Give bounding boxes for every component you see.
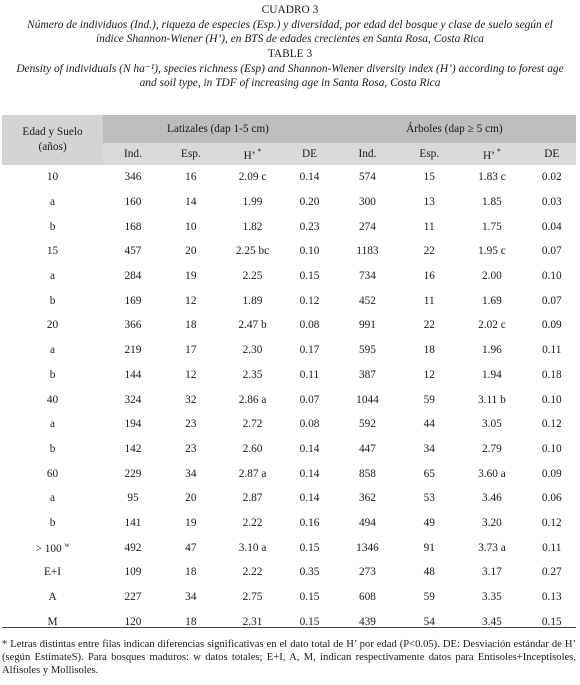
table-row xyxy=(2,338,576,363)
table-cell: 18 xyxy=(185,566,197,579)
table-cell: 1044 xyxy=(356,393,379,406)
table-cell: 0.15 xyxy=(299,541,320,554)
table-cell: 34 xyxy=(185,591,197,604)
table-cell: 2.60 xyxy=(242,442,263,455)
table-cell: 1.82 xyxy=(242,220,263,233)
column-header: H’ * xyxy=(219,143,286,165)
table-cell: 91 xyxy=(423,541,435,554)
table-cell: 0.11 xyxy=(542,541,562,554)
table-cell: 0.10 xyxy=(541,270,562,283)
group-header-arboles: Árboles (dap ≥ 5 cm) xyxy=(333,115,576,143)
table-cell: 1.95 c xyxy=(478,245,506,258)
table-row xyxy=(2,387,576,412)
table-cell: 0.10 xyxy=(299,245,320,258)
table-cell: 2.30 xyxy=(242,344,263,357)
caption-english xyxy=(0,47,580,91)
table-cell: 1.85 xyxy=(482,196,502,209)
table-cell: 324 xyxy=(124,393,142,406)
footnote: * Letras distintas entre filas indican diferencias significativas en el dato total de H’ por edad (P<0.05). DE: Desviación estándar de H’ (según EstimateS). Para bosques maduros: w datos totales; E+I, A, M, indican respectivamente datos para Entisoles+Inceptisoles, Alfisoles y Mollisoles. xyxy=(2,639,576,677)
table-row xyxy=(2,585,576,610)
caption-spanish xyxy=(0,3,580,47)
table-cell: 48 xyxy=(423,566,435,579)
column-header: Esp. xyxy=(163,143,219,165)
row-header: Edad y Suelo (años) xyxy=(2,115,103,165)
table-row xyxy=(2,214,576,239)
table-row xyxy=(2,511,576,536)
table-cell: 18 xyxy=(423,344,435,357)
table-cell: 0.15 xyxy=(299,591,320,604)
table-row xyxy=(2,313,576,338)
table-cell: 23 xyxy=(185,418,197,431)
table-cell: 32 xyxy=(185,393,197,406)
table-cell: 1.69 xyxy=(482,294,502,307)
table-cell: 439 xyxy=(358,615,376,628)
table-cell: 2.86 a xyxy=(238,393,267,406)
table-cell: 2.25 bc xyxy=(235,245,270,258)
table-cell: 0.12 xyxy=(299,294,320,307)
row-label: b xyxy=(49,516,56,529)
table-cell: 53 xyxy=(423,492,435,505)
table-cell: 2.22 xyxy=(242,566,263,579)
table-cell: 2.00 xyxy=(482,270,502,283)
table-cell: 34 xyxy=(185,467,197,480)
table-cell: 2.47 b xyxy=(238,319,267,332)
table-cell: 3.35 xyxy=(482,591,502,604)
table-cell: 13 xyxy=(423,196,435,209)
table-cell: 0.06 xyxy=(541,492,562,505)
table-cell: 3.60 a xyxy=(478,467,506,480)
table-cell: 0.15 xyxy=(541,615,562,628)
row-label: E+I xyxy=(44,566,62,579)
table-cell: 0.12 xyxy=(541,516,562,529)
table-cell: 0.07 xyxy=(299,393,320,406)
table-row xyxy=(2,560,576,585)
table-cell: 0.11 xyxy=(542,344,562,357)
table-cell: 0.23 xyxy=(299,220,320,233)
row-label: a xyxy=(50,492,56,505)
table-cell: 3.10 a xyxy=(238,541,267,554)
table-row xyxy=(2,239,576,264)
table-cell: 492 xyxy=(124,541,142,554)
table-cell: 22 xyxy=(423,319,435,332)
table-row xyxy=(2,288,576,313)
table-row xyxy=(2,437,576,462)
table-cell: 0.10 xyxy=(541,442,562,455)
table-cell: 95 xyxy=(127,492,139,505)
column-header: Esp. xyxy=(402,143,456,165)
table-cell: 0.15 xyxy=(299,270,320,283)
table-cell: 366 xyxy=(124,319,142,332)
table-cell: 274 xyxy=(358,220,376,233)
table-cell: 2.79 xyxy=(482,442,502,455)
column-header: DE xyxy=(286,143,333,165)
table-cell: 160 xyxy=(124,196,142,209)
table-cell: 2.09 c xyxy=(238,171,267,184)
table-cell: 14 xyxy=(185,196,197,209)
table-cell: 2.31 xyxy=(242,615,263,628)
footnote-divider xyxy=(2,627,576,628)
table-cell: 574 xyxy=(358,171,376,184)
table-cell: 65 xyxy=(423,467,435,480)
table-cell: 18 xyxy=(185,319,197,332)
table-cell: 2.22 xyxy=(242,516,263,529)
table-cell: 12 xyxy=(185,368,197,381)
table-cell: 0.11 xyxy=(299,368,320,381)
caption-line-en-2: and soil type, in TDF of increasing age in Santa Rosa, Costa Rica xyxy=(139,77,441,90)
row-label: M xyxy=(47,615,58,628)
row-label: b xyxy=(49,294,56,307)
table-cell: 0.08 xyxy=(299,418,320,431)
table-row xyxy=(2,264,576,289)
table-cell: 12 xyxy=(185,294,197,307)
caption-line-es-1: Número de individuos (Ind.), riqueza de especies (Esp.) y diversidad, por edad del bosque y clase de suelo según el xyxy=(27,18,553,31)
table-cell: 608 xyxy=(358,591,376,604)
table-cell: 1.99 xyxy=(242,196,263,209)
caption-label-en: TABLE 3 xyxy=(267,48,313,60)
table-row xyxy=(2,412,576,437)
column-header: H’ * xyxy=(456,143,527,165)
group-header-latizales: Latizales (dap 1-5 cm) xyxy=(103,115,333,143)
caption-line-es-2: índice Shannon-Wiener (H’), en BTS de edades crecientes en Santa Rosa, Costa Rica xyxy=(95,33,485,46)
table-cell: 16 xyxy=(423,270,435,283)
table-cell: 0.04 xyxy=(541,220,562,233)
data-table xyxy=(2,115,576,634)
table-cell: 595 xyxy=(358,344,376,357)
row-label: a xyxy=(50,344,56,357)
table-cell: 20 xyxy=(185,492,197,505)
table-cell: 0.14 xyxy=(299,171,320,184)
table-cell: 0.20 xyxy=(299,196,320,209)
table-cell: 3.45 xyxy=(482,615,502,628)
row-label: a xyxy=(50,196,56,209)
table-cell: 2.72 xyxy=(242,418,263,431)
table-cell: 452 xyxy=(358,294,376,307)
table-cell: 23 xyxy=(185,442,197,455)
table-cell: 229 xyxy=(124,467,142,480)
table-cell: 168 xyxy=(124,220,142,233)
row-label: b xyxy=(49,368,56,381)
table-cell: 22 xyxy=(423,245,435,258)
table-cell: 141 xyxy=(124,516,142,529)
table-cell: 3.17 xyxy=(482,566,502,579)
table-cell: 0.27 xyxy=(541,566,562,579)
table-row xyxy=(2,486,576,511)
table-cell: 734 xyxy=(358,270,376,283)
table-cell: 1.75 xyxy=(482,220,502,233)
table-cell: 1.89 xyxy=(242,294,263,307)
row-label: b xyxy=(49,220,56,233)
table-cell: 0.07 xyxy=(541,245,562,258)
table-cell: 991 xyxy=(358,319,376,332)
table-cell: 0.09 xyxy=(541,467,562,480)
table-cell: 0.14 xyxy=(299,442,320,455)
table-cell: 2.87 a xyxy=(238,467,267,480)
table-row xyxy=(2,609,576,634)
table-cell: 346 xyxy=(124,171,142,184)
table-cell: 2.02 c xyxy=(478,319,506,332)
table-cell: 0.15 xyxy=(299,615,320,628)
row-label: a xyxy=(50,418,56,431)
table-cell: 120 xyxy=(124,615,142,628)
table-cell: 1.94 xyxy=(482,368,502,381)
row-label: 40 xyxy=(46,393,59,406)
table-cell: 0.13 xyxy=(541,591,562,604)
table-cell: 300 xyxy=(358,196,376,209)
table-cell: 54 xyxy=(423,615,435,628)
table-row xyxy=(2,363,576,388)
table-cell: 1183 xyxy=(356,245,379,258)
table-cell: 447 xyxy=(358,442,376,455)
table-cell: 49 xyxy=(423,516,435,529)
table-cell: 0.07 xyxy=(541,294,562,307)
table-cell: 0.02 xyxy=(541,171,562,184)
row-label: > 100 $^w$ xyxy=(35,540,70,555)
table-cell: 0.03 xyxy=(541,196,562,209)
table-cell: 12 xyxy=(423,368,435,381)
table-cell: 3.73 a xyxy=(478,541,506,554)
column-header: Ind. xyxy=(103,143,163,165)
row-label: 10 xyxy=(46,171,59,184)
table-cell: 19 xyxy=(185,516,197,529)
table-cell: 273 xyxy=(358,566,376,579)
table-cell: 2.25 xyxy=(242,270,263,283)
table-cell: 169 xyxy=(124,294,142,307)
caption-label-es: CUADRO 3 xyxy=(261,4,319,16)
table-cell: 227 xyxy=(124,591,142,604)
table-cell: 284 xyxy=(124,270,142,283)
table-cell: 10 xyxy=(185,220,197,233)
row-label: 15 xyxy=(46,245,59,258)
row-label: 60 xyxy=(46,467,59,480)
table-cell: 11 xyxy=(423,294,435,307)
table-cell: 3.11 b xyxy=(477,393,506,406)
table-row xyxy=(2,461,576,486)
table-cell: 0.16 xyxy=(299,516,320,529)
table-cell: 144 xyxy=(124,368,142,381)
table-cell: 44 xyxy=(423,418,435,431)
table-cell: 59 xyxy=(423,393,435,406)
table-cell: 18 xyxy=(185,615,197,628)
row-label: A xyxy=(48,591,57,604)
table-cell: 3.05 xyxy=(482,418,502,431)
table-cell: 109 xyxy=(124,566,142,579)
table-cell: 3.20 xyxy=(482,516,502,529)
table-cell: 47 xyxy=(185,541,197,554)
table-cell: 0.12 xyxy=(541,418,562,431)
table-cell: 2.87 xyxy=(242,492,263,505)
table-cell: 3.46 xyxy=(482,492,502,505)
table-cell: 1.96 xyxy=(482,344,502,357)
row-label: a xyxy=(50,270,56,283)
row-label: b xyxy=(49,442,56,455)
table-cell: 592 xyxy=(358,418,376,431)
table-cell: 0.14 xyxy=(299,492,320,505)
table-cell: 19 xyxy=(185,270,197,283)
table-cell: 0.18 xyxy=(541,368,562,381)
table-cell: 0.10 xyxy=(541,393,562,406)
table-cell: 2.35 xyxy=(242,368,263,381)
table-cell: 219 xyxy=(124,344,142,357)
table-cell: 0.08 xyxy=(299,319,320,332)
table-cell: 494 xyxy=(358,516,376,529)
table-cell: 0.35 xyxy=(299,566,320,579)
table-cell: 1.83 c xyxy=(478,171,506,184)
table-cell: 142 xyxy=(124,442,142,455)
table-cell: 20 xyxy=(185,245,197,258)
column-header: Ind. xyxy=(333,143,402,165)
table-cell: 0.09 xyxy=(541,319,562,332)
table-cell: 0.17 xyxy=(299,344,320,357)
table-cell: 457 xyxy=(124,245,142,258)
row-label: 20 xyxy=(46,319,59,332)
table-cell: 17 xyxy=(185,344,197,357)
table-row xyxy=(2,190,576,215)
table-cell: 858 xyxy=(358,467,376,480)
table-cell: 1346 xyxy=(356,541,379,554)
table-row xyxy=(2,535,576,560)
table-cell: 2.75 xyxy=(242,591,263,604)
table-cell: 34 xyxy=(423,442,435,455)
caption-line-en-1: Density of individuals (N ha⁻¹), species richness (Esp) and Shannon-Wiener diversity index (H’) according to forest age xyxy=(16,62,564,75)
table-cell: 11 xyxy=(423,220,435,233)
table-cell: 0.14 xyxy=(299,467,320,480)
table-cell: 194 xyxy=(124,418,142,431)
column-header: DE xyxy=(528,143,577,165)
table-cell: 59 xyxy=(423,591,435,604)
table-cell: 15 xyxy=(423,171,435,184)
table-cell: 362 xyxy=(358,492,376,505)
table-cell: 387 xyxy=(358,368,376,381)
table-row xyxy=(2,165,576,190)
table-cell: 16 xyxy=(185,171,197,184)
